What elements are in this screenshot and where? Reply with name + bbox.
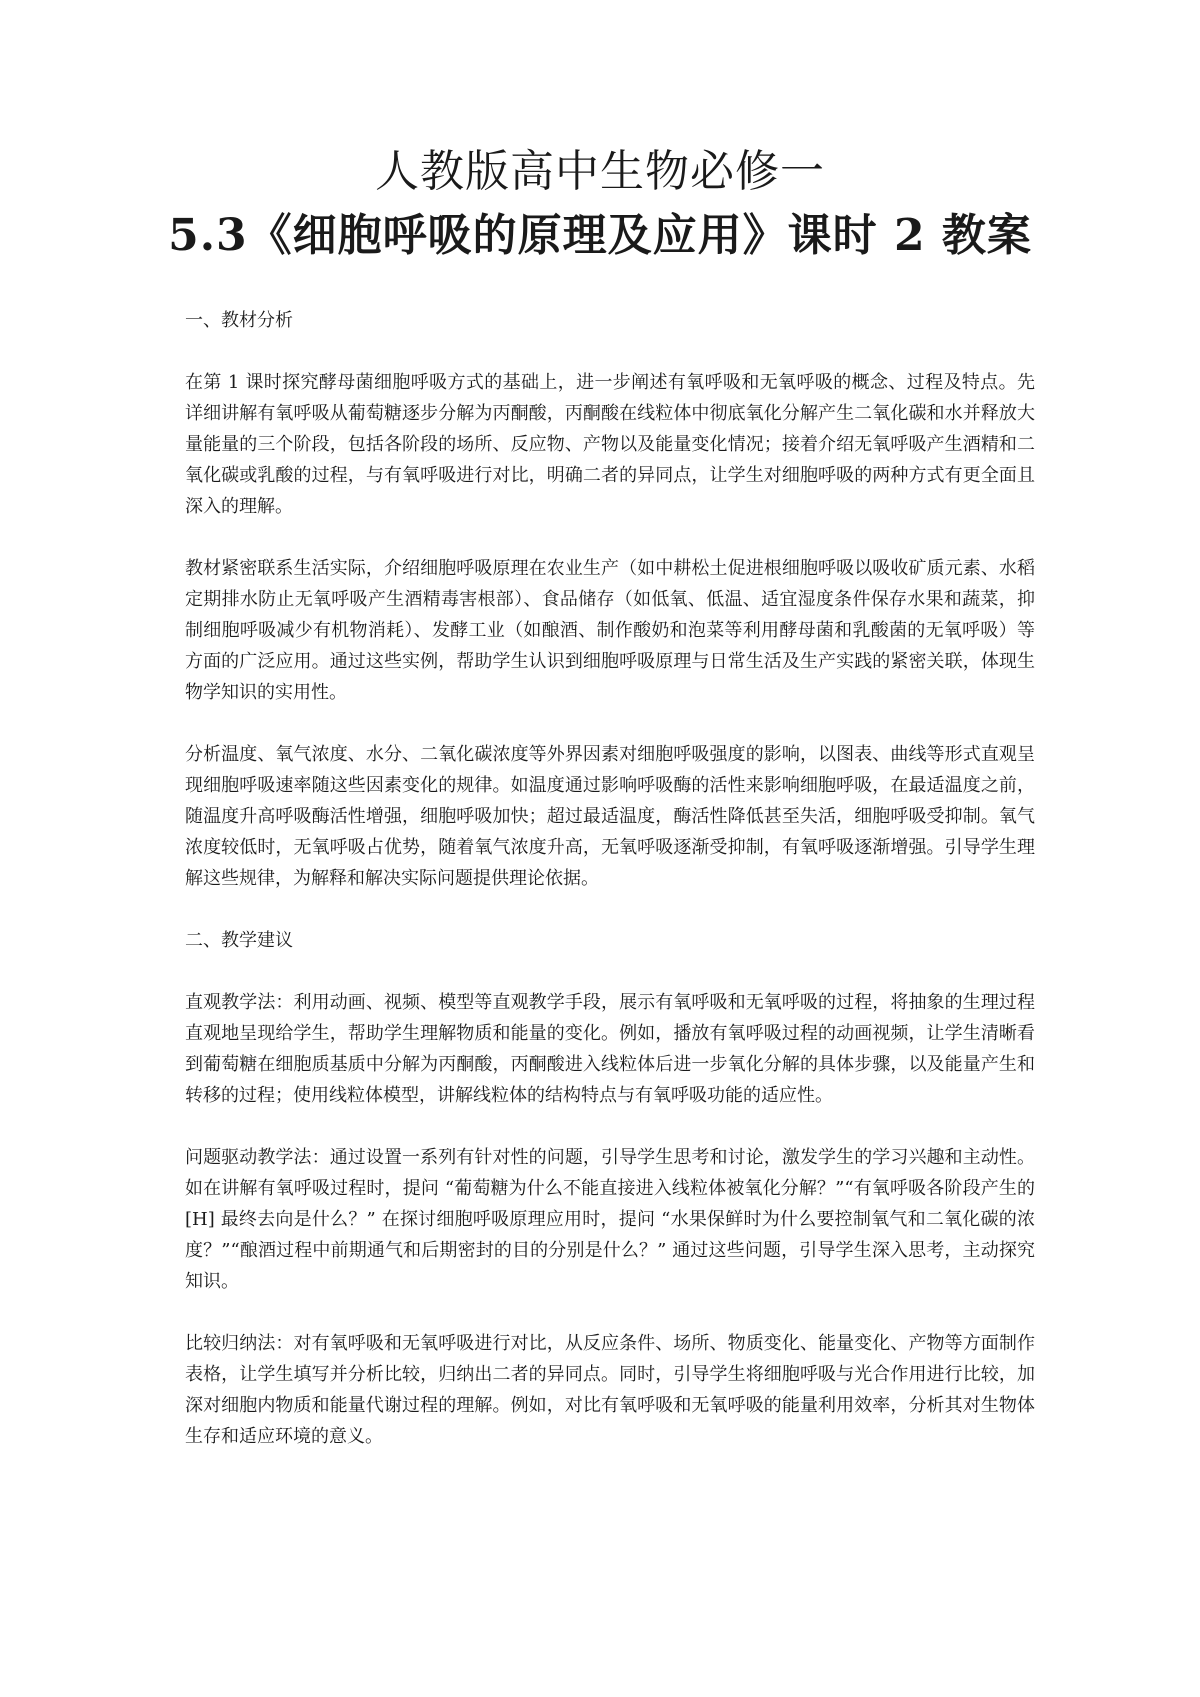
paragraph: 比较归纳法：对有氧呼吸和无氧呼吸进行对比，从反应条件、场所、物质变化、能量变化、产物等方面制作表格，让学生填写并分析比较，归纳出二者的异同点。同时，引导学生将细胞呼吸与光合作用进行比较，加深对细胞内物质和能量代谢过程的理解。例如，对比有氧呼吸和无氧呼吸的能量利用效率，分析其对生物体生存和适应环境的意义。 (185, 1333, 1035, 1447)
title-line-1: 人教版高中生物必修一 (375, 146, 825, 197)
document-body (185, 305, 1035, 1483)
paragraph: 在第 1 课时探究酵母菌细胞呼吸方式的基础上，进一步阐述有氧呼吸和无氧呼吸的概念、过程及特点。先详细讲解有氧呼吸从葡萄糖逐步分解为丙酮酸，丙酮酸在线粒体中彻底氧化分解产生二氧化碳和水并释放大量能量的三个阶段，包括各阶段的场所、反应物、产物以及能量变化情况；接着介绍无氧呼吸产生酒精和二氧化碳或乳酸的过程，与有氧呼吸进行对比，明确二者的异同点，让学生对细胞呼吸的两种方式有更全面且深入的理解。 (185, 372, 1035, 517)
paragraph: 分析温度、氧气浓度、水分、二氧化碳浓度等外界因素对细胞呼吸强度的影响，以图表、曲线等形式直观呈现细胞呼吸速率随这些因素变化的规律。如温度通过影响呼吸酶的活性来影响细胞呼吸，在最适温度之前，随温度升高呼吸酶活性增强，细胞呼吸加快；超过最适温度，酶活性降低甚至失活，细胞呼吸受抑制。氧气浓度较低时，无氧呼吸占优势，随着氧气浓度升高，无氧呼吸逐渐受抑制，有氧呼吸逐渐增强。引导学生理解这些规律，为解释和解决实际问题提供理论依据。 (185, 744, 1035, 889)
title-line-2: 5.3《细胞呼吸的原理及应用》课时 2 教案 (168, 210, 1032, 261)
paragraph: 直观教学法：利用动画、视频、模型等直观教学手段，展示有氧呼吸和无氧呼吸的过程，将抽象的生理过程直观地呈现给学生，帮助学生理解物质和能量的变化。例如，播放有氧呼吸过程的动画视频，让学生清晰看到葡萄糖在细胞质基质中分解为丙酮酸，丙酮酸进入线粒体后进一步氧化分解的具体步骤，以及能量产生和转移的过程；使用线粒体模型，讲解线粒体的结构特点与有氧呼吸功能的适应性。 (185, 992, 1035, 1106)
paragraph: 问题驱动教学法：通过设置一系列有针对性的问题，引导学生思考和讨论，激发学生的学习兴趣和主动性。如在讲解有氧呼吸过程时，提问 “葡萄糖为什么不能直接进入线粒体被氧化分解？”“有氧呼吸各阶段产生的 [H] 最终去向是什么？” 在探讨细胞呼吸原理应用时，提问 “水果保鲜时为什么要控制氧气和二氧化碳的浓度？”“酿酒过程中前期通气和后期密封的目的分别是什么？” 通过这些问题，引导学生深入思考，主动探究知识。 (185, 1147, 1035, 1292)
paragraph: 教材紧密联系生活实际，介绍细胞呼吸原理在农业生产（如中耕松土促进根细胞呼吸以吸收矿质元素、水稻定期排水防止无氧呼吸产生酒精毒害根部）、食品储存（如低氧、低温、适宜湿度条件保存水果和蔬菜，抑制细胞呼吸减少有机物消耗）、发酵工业（如酿酒、制作酸奶和泡菜等利用酵母菌和乳酸菌的无氧呼吸）等方面的广泛应用。通过这些实例，帮助学生认识到细胞呼吸原理与日常生活及生产实践的紧密关联，体现生物学知识的实用性。 (185, 558, 1035, 703)
section-heading-teaching-suggestions: 二、教学建议 (185, 930, 293, 951)
document-title (0, 140, 1200, 268)
section-heading-textbook-analysis: 一、教材分析 (185, 310, 293, 331)
